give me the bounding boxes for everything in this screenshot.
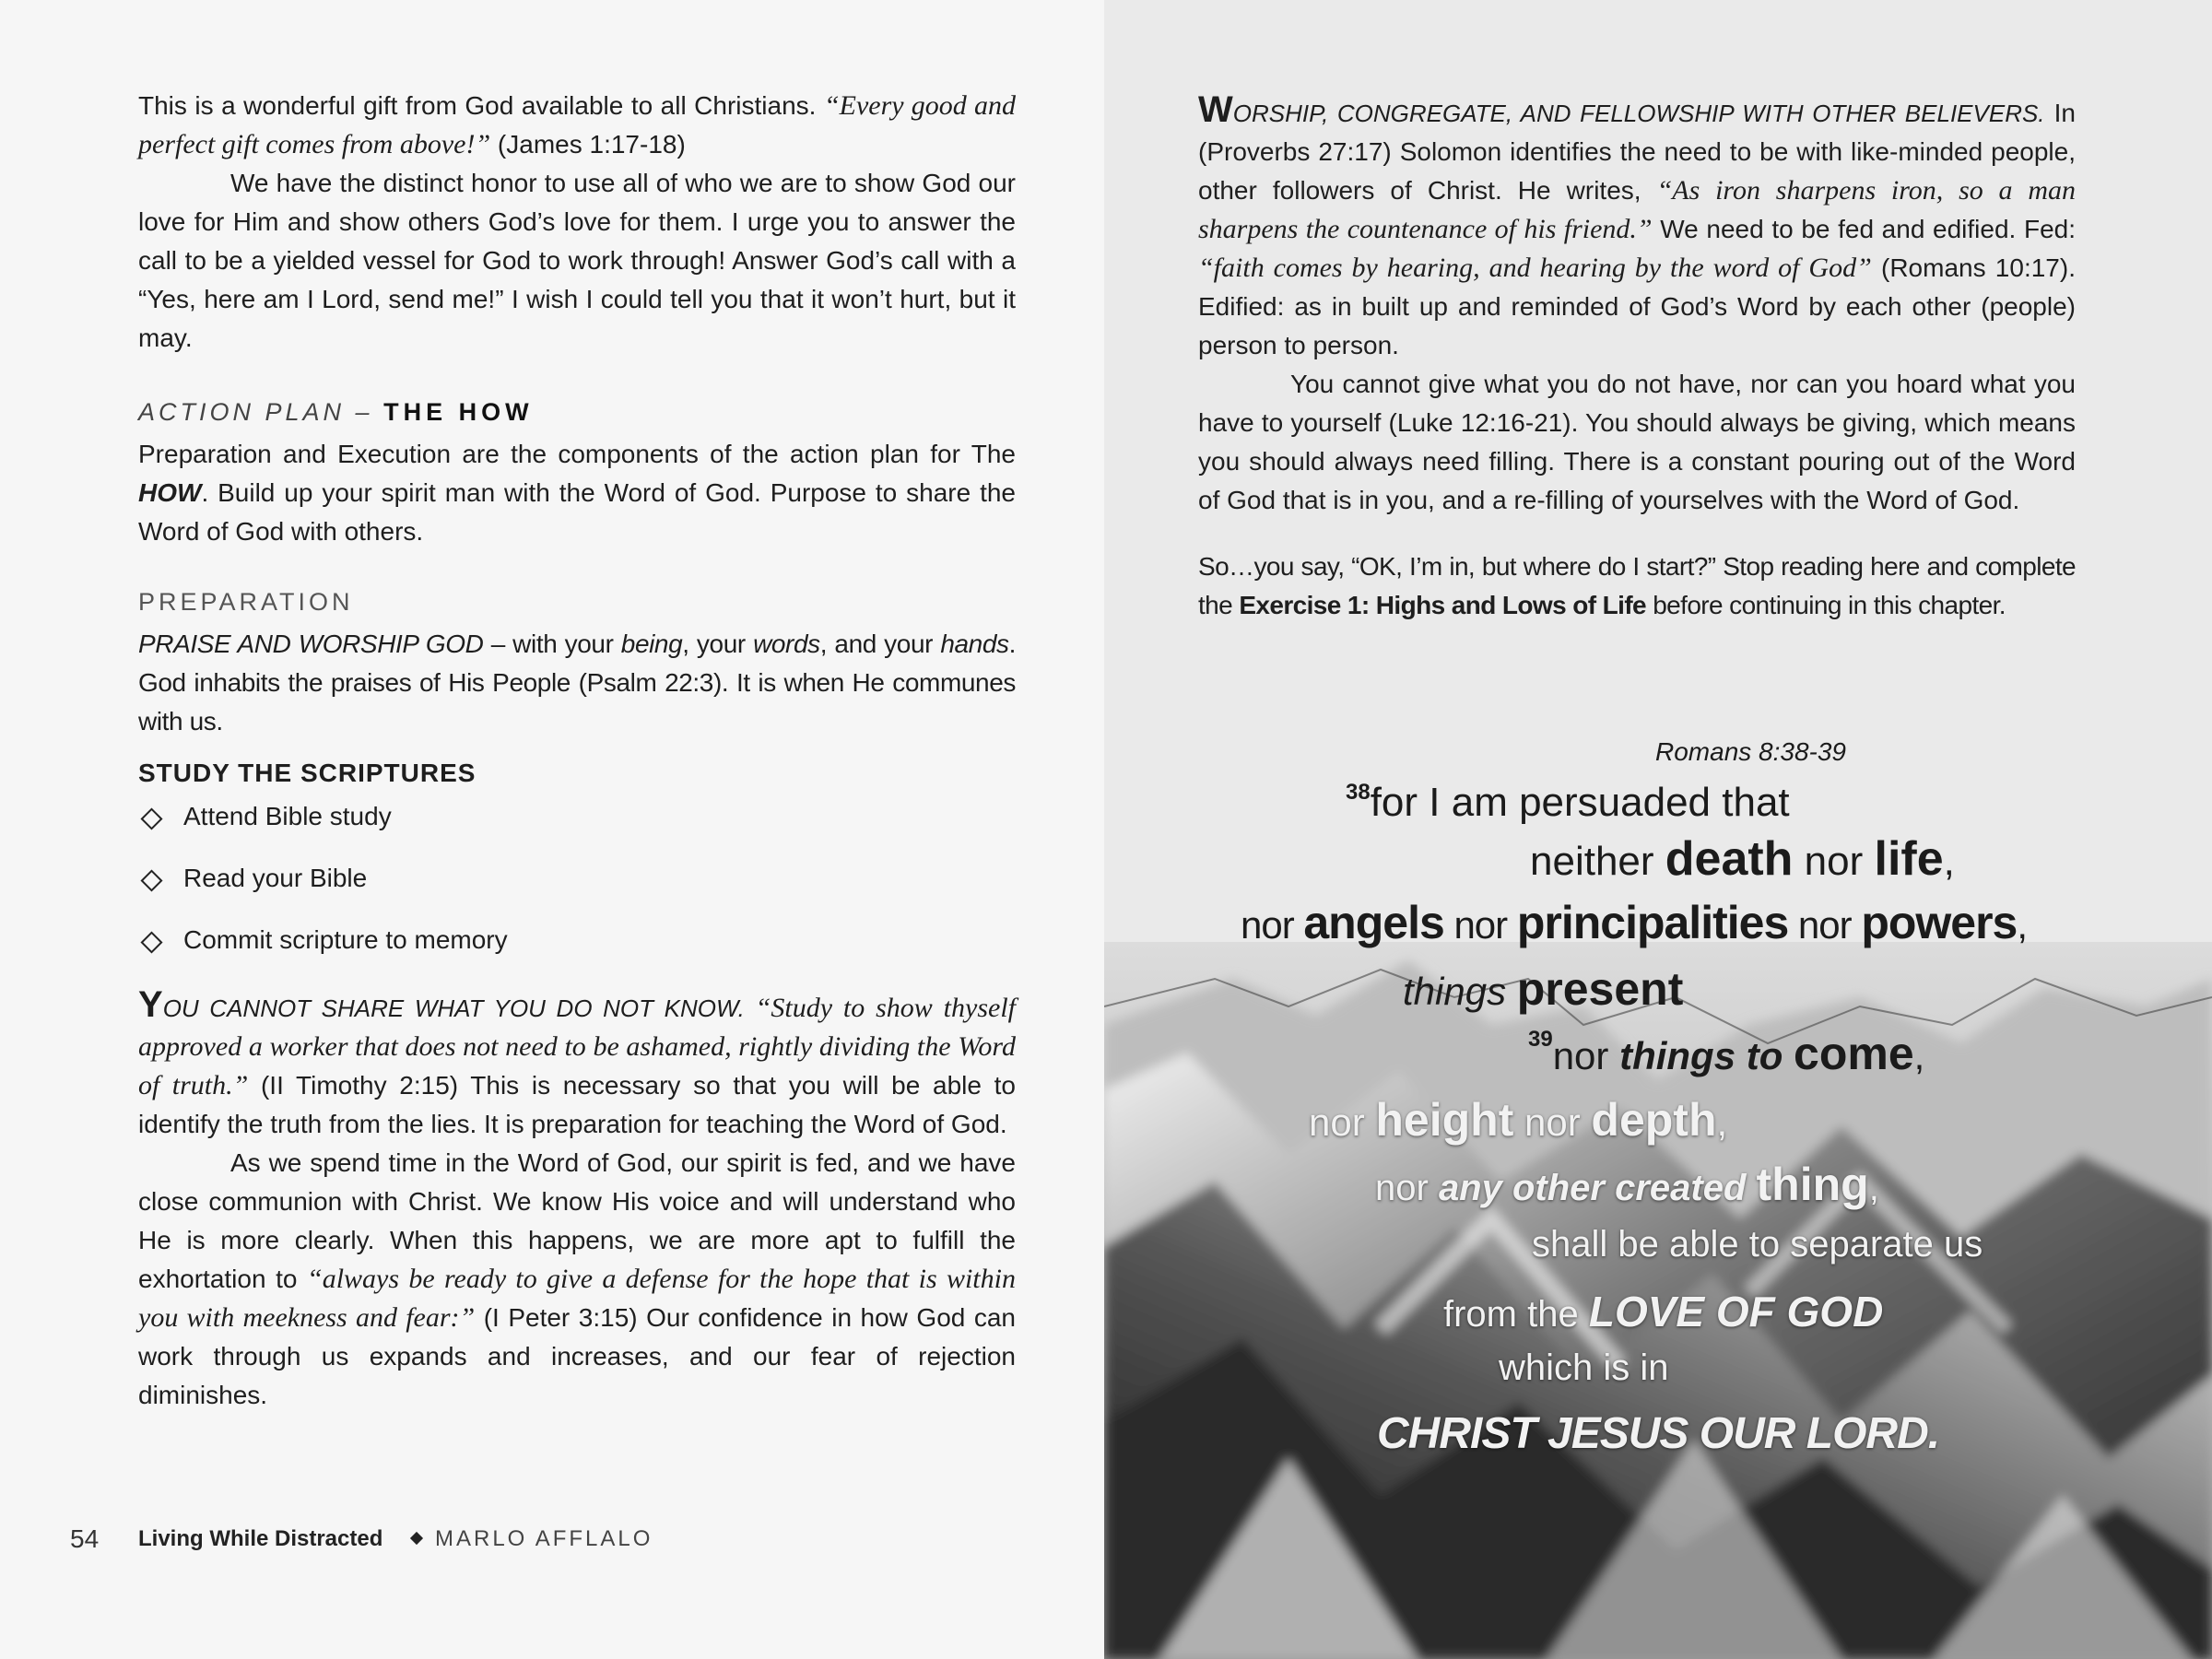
verse-line-1-text: for I am persuaded that bbox=[1370, 780, 1790, 825]
spend-text-b: (I Peter 3:15) Our confidence in how God can work through us expands and increases, and our fear of rejection diminishes. bbox=[138, 1303, 1016, 1409]
verse-line-7 bbox=[1375, 1158, 1879, 1211]
gift-text: This is a wonderful gift from God available to all Christians. bbox=[138, 91, 824, 120]
verse-word-any-other-created: any other created bbox=[1438, 1168, 1757, 1208]
start-text-b: before continuing in this chapter. bbox=[1646, 591, 2006, 619]
verse-line-1 bbox=[1346, 780, 1790, 826]
list-item-text: Attend Bible study bbox=[183, 802, 392, 830]
worship-text-c: (Romans 10:17). Edified: as in built up and reminded of God’s Word by each other (people) person to person. bbox=[1198, 253, 2076, 359]
verse-word-come: come bbox=[1794, 1028, 1914, 1079]
left-page bbox=[0, 0, 1104, 1659]
verse-word-angels: angels bbox=[1303, 897, 1444, 948]
spend-time-paragraph bbox=[138, 1144, 1016, 1415]
list-item-text: Commit scripture to memory bbox=[183, 925, 508, 954]
verse-line-4 bbox=[1403, 962, 1683, 1016]
verse-line-9 bbox=[1443, 1287, 1883, 1336]
page-number: 54 bbox=[70, 1524, 100, 1553]
romans-verse-art bbox=[1104, 0, 2212, 1659]
verse-line-6 bbox=[1309, 1093, 1727, 1147]
list-item bbox=[138, 922, 1016, 983]
verse-word: , bbox=[1943, 839, 1955, 884]
start-text-a: So…you say, “OK, I’m in, but where do I start?” Stop reading here and complete the bbox=[1198, 552, 2076, 619]
verse-word-depth: depth bbox=[1591, 1094, 1717, 1146]
give-paragraph: You cannot give what you do not have, nor can you hoard what you have to yourself (Luke 12:16-21). You should always be giving, which means you should always need filling. There is a constant pouring out of the Word of God that is in you, and a re-filling of yourselves with the Word of God. bbox=[1198, 370, 2076, 514]
action-plan-paragraph bbox=[138, 435, 1016, 551]
exercise-link-text: Exercise 1: Highs and Lows of Life bbox=[1239, 591, 1647, 619]
share-rest: (II Timothy 2:15) This is necessary so that you will be able to identify the truth from the lies. It is preparation for teaching the Word of God. bbox=[138, 1071, 1016, 1138]
james-reference: (James 1:17-18) bbox=[490, 130, 686, 159]
list-item-text: Read your Bible bbox=[183, 864, 368, 892]
praise-text-d: . God inhabits the praises of His People (Psalm 22:3). It is when He communes with us. bbox=[138, 629, 1016, 735]
praise-paragraph bbox=[138, 625, 1016, 741]
how-emphasis: HOW bbox=[138, 478, 202, 507]
verse-word: , bbox=[1868, 1168, 1879, 1208]
verse-word-thing: thing bbox=[1756, 1159, 1869, 1210]
praise-text-a: – with your bbox=[483, 629, 621, 658]
diamond-separator-icon bbox=[410, 1532, 423, 1545]
study-list bbox=[138, 798, 1016, 983]
verse-word-height: height bbox=[1375, 1094, 1514, 1146]
verse-word: , bbox=[1716, 1100, 1728, 1144]
verse-word: nor bbox=[1793, 839, 1875, 884]
verse-word: nor bbox=[1788, 903, 1862, 947]
verse-line-2 bbox=[1530, 831, 1955, 887]
verse-word-things: things bbox=[1403, 970, 1517, 1013]
verse-number-39: 39 bbox=[1528, 1027, 1553, 1052]
book-title: Living While Distracted bbox=[138, 1526, 383, 1551]
worship-text-a: In (Proverbs 27:17) Solomon identifies the need to be with like-minded people, other followers of Christ. He writes, bbox=[1198, 99, 2077, 205]
share-paragraph bbox=[138, 985, 1016, 1144]
diamond-bullet-icon bbox=[140, 807, 162, 830]
peter-quote: “always be ready to give a defense for the hope that is within you with meekness and fear:” bbox=[138, 1264, 1016, 1333]
verse-word: nor bbox=[1309, 1100, 1376, 1144]
james-quote: “Every good and perfect gift comes from above!” bbox=[138, 90, 1016, 159]
verse-line-10: which is in bbox=[1499, 1347, 1669, 1388]
timothy-quote: “Study to show thyself approved a worker that does not need to be ashamed, rightly dividing the Word of truth.” bbox=[138, 993, 1016, 1100]
action-plan-label: ACTION PLAN – bbox=[138, 398, 373, 426]
honor-paragraph: We have the distinct honor to use all of who we are to show God our love for Him and show others God’s love for them. I urge you to answer the call to be a yielded vessel for God to work through! Answer God’s call with a “Yes, here am I Lord, send me!” I wish I could tell you that it won’t hurt, but it may. bbox=[138, 169, 1016, 352]
preparation-heading: PREPARATION bbox=[138, 588, 354, 616]
worship-lead: ORSHIP, CONGREGATE, AND FELLOWSHIP WITH OTHER BELIEVERS. bbox=[1232, 100, 2045, 127]
verse-word: nor bbox=[1443, 903, 1517, 947]
verse-word-things-to: things to bbox=[1619, 1034, 1794, 1077]
worship-dropcap: W bbox=[1198, 89, 1233, 130]
verse-word: nor bbox=[1375, 1168, 1439, 1208]
verse-word: , bbox=[2017, 903, 2028, 947]
action-text-a: Preparation and Execution are the components of the action plan for The bbox=[138, 440, 1016, 468]
verse-word-death: death bbox=[1665, 832, 1794, 886]
action-plan-heading bbox=[138, 389, 1016, 435]
praise-text-c: , and your bbox=[819, 629, 941, 658]
diamond-bullet-icon bbox=[140, 931, 162, 953]
worship-text-b: We need to be fed and edified. Fed: bbox=[1652, 215, 2076, 243]
verse-word-present: present bbox=[1516, 963, 1684, 1015]
share-lead: OU CANNOT SHARE WHAT YOU DO NOT KNOW. bbox=[162, 994, 745, 1022]
list-item bbox=[138, 860, 1016, 922]
the-how-label: THE HOW bbox=[383, 398, 534, 426]
diamond-bullet-icon bbox=[140, 869, 162, 891]
spend-text-a: As we spend time in the Word of God, our spirit is fed, and we have close communion with Christ. We know His voice and will understand who He is more clearly. When this happens, we are more apt to fulfill the exhortation to bbox=[138, 1148, 1016, 1293]
romans-quote: “faith comes by hearing, and hearing by the word of God” bbox=[1198, 253, 1872, 283]
share-dropcap: Y bbox=[138, 984, 163, 1025]
verse-word: , bbox=[1913, 1034, 1925, 1077]
page-footer bbox=[0, 1521, 1104, 1558]
verse-word: nor bbox=[1513, 1100, 1592, 1144]
right-page bbox=[1104, 0, 2212, 1659]
proverbs-quote: “As iron sharpens iron, so a man sharpens the countenance of his friend.” bbox=[1198, 175, 2076, 244]
verse-line-8: shall be able to separate us bbox=[1532, 1224, 1983, 1265]
verse-word-life: life bbox=[1874, 832, 1944, 886]
verse-line-5 bbox=[1528, 1027, 1924, 1080]
verse-number-38: 38 bbox=[1346, 780, 1371, 805]
gift-paragraph bbox=[138, 87, 1016, 164]
author-name: MARLO AFFLALO bbox=[435, 1526, 653, 1551]
praise-words: words bbox=[753, 629, 820, 658]
verse-word: from the bbox=[1443, 1294, 1589, 1335]
verse-line-3 bbox=[1241, 896, 2027, 949]
praise-text-b: , your bbox=[682, 629, 754, 658]
verse-word: nor bbox=[1241, 903, 1304, 947]
verse-word: neither bbox=[1530, 839, 1665, 884]
list-item bbox=[138, 798, 1016, 860]
verse-word-powers: powers bbox=[1861, 897, 2018, 948]
action-text-b: . Build up your spirit man with the Word of God. Purpose to share the Word of God with others. bbox=[138, 478, 1016, 546]
praise-being: being bbox=[620, 629, 683, 658]
praise-lead: PRAISE AND WORSHIP GOD bbox=[138, 629, 484, 658]
study-scriptures-heading: STUDY THE SCRIPTURES bbox=[138, 759, 477, 787]
praise-hands: hands bbox=[940, 629, 1009, 658]
verse-line-11: CHRIST JESUS OUR LORD. bbox=[1377, 1409, 1940, 1458]
verse-word: nor bbox=[1552, 1034, 1620, 1077]
verse-word-love-of-god: LOVE OF GOD bbox=[1588, 1288, 1884, 1335]
verse-word-principalities: principalities bbox=[1516, 897, 1789, 948]
left-text-column bbox=[138, 87, 1016, 1415]
verse-reference: Romans 8:38-39 bbox=[1655, 737, 1847, 766]
